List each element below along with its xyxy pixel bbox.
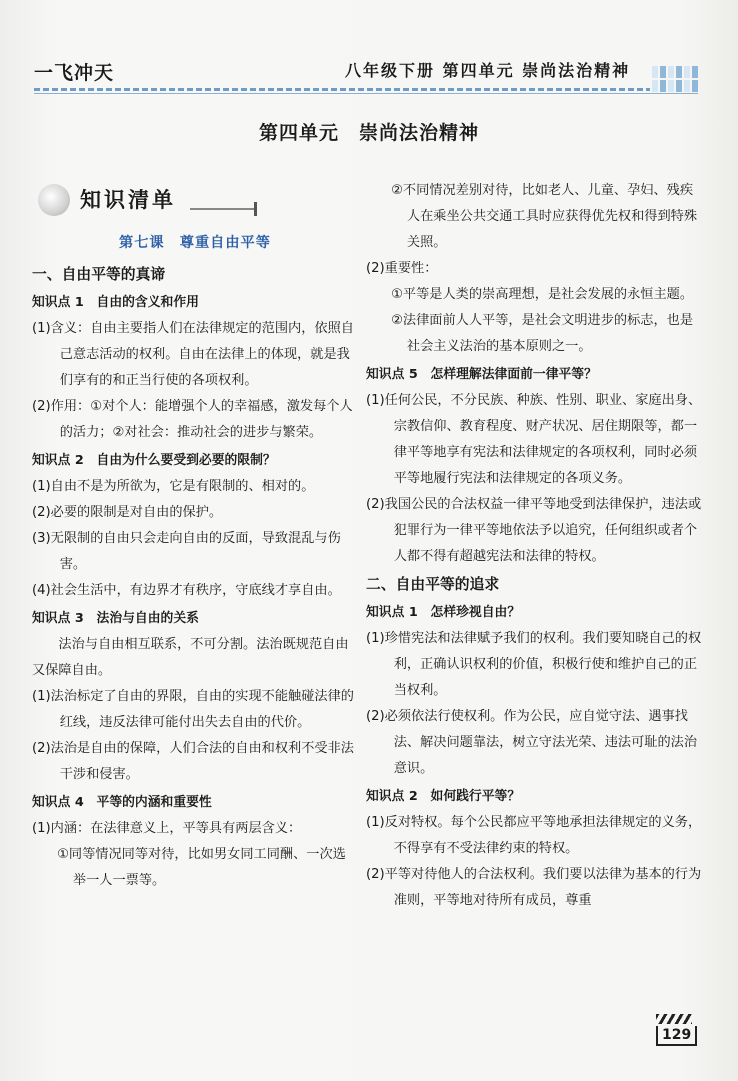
- list-item: (1)含义：自由主要指人们在法律规定的范围内，依照自己意志活动的权利。自由在法律上的体现，就是我们享有的和正当行使的各项权利。: [32, 321, 354, 388]
- list-item: (2)法治是自由的保障，人们合法的自由和权利不受非法干涉和侵害。: [32, 741, 354, 782]
- knowledge-point-heading: 知识点 4 平等的内涵和重要性: [32, 795, 212, 810]
- heading-underline: [190, 208, 254, 210]
- list-item: (4)社会生活中，有边界才有秩序，守底线才享自由。: [32, 583, 341, 598]
- list-item: (2)平等对待他人的合法权利。我们要以法律为基本的行为准则，平等地对待所有成员，尊重: [366, 867, 702, 908]
- sub-list-item: ①同等情况同等对待，比如男女同工同酬、一次选举一人一票等。: [57, 847, 346, 888]
- list-item: (2)必要的限制是对自由的保护。: [32, 505, 223, 520]
- badge-icon: [38, 184, 70, 216]
- knowledge-point-heading: 知识点 2 自由为什么要受到必要的限制？: [32, 453, 276, 468]
- list-item: (2)我国公民的合法权益一律平等地受到法律保护，违法或犯罪行为一律平等地依法予以追究，任何组织或者个人都不得有超越宪法和法律的特权。: [366, 497, 702, 564]
- list-item: (2)重要性：: [366, 261, 438, 276]
- knowledge-point-heading: 知识点 3 法治与自由的关系: [32, 611, 199, 626]
- list-item: (1)珍惜宪法和法律赋予我们的权利。我们要知晓自己的权利，正确认识权利的价值，积极行使和维护自己的正当权利。: [366, 631, 702, 698]
- list-item: (1)自由不是为所欲为，它是有限制的、相对的。: [32, 479, 315, 494]
- header-decoration-icon: [652, 66, 698, 92]
- section-heading: 一、自由平等的真谛: [32, 266, 166, 283]
- list-item: (3)无限制的自由只会走向自由的反面，导致混乱与伤害。: [32, 531, 341, 572]
- list-item: (1)反对特权。每个公民都应平等地承担法律规定的义务，不得享有不受法律约束的特权。: [366, 815, 702, 856]
- list-item: (1)任何公民，不分民族、种族、性别、职业、家庭出身、宗教信仰、教育程度、财产状况、居住期限等，都一律平等地享有宪法和法律规定的各项权利，同时必须平等地履行宪法和法律规定的各项义务。: [366, 393, 702, 486]
- left-column: [32, 226, 358, 894]
- knowledge-point-heading: 知识点 1 怎样珍视自由？: [366, 605, 521, 620]
- knowledge-list-heading: 知识清单: [80, 188, 176, 212]
- page-number: 129: [656, 1026, 697, 1046]
- knowledge-point-heading: 知识点 2 如何践行平等？: [366, 789, 521, 804]
- lesson-title: 第七课 尊重自由平等: [119, 235, 271, 251]
- list-item: (2)作用：①对个人：能增强个人的幸福感，激发每个人的活力；②对社会：推动社会的进步与繁荣。: [32, 399, 353, 440]
- heading-bar: [254, 202, 257, 216]
- unit-title: 第四单元 崇尚法治精神: [258, 122, 479, 144]
- knowledge-point-heading: 知识点 1 自由的含义和作用: [32, 295, 199, 310]
- list-item: (1)内涵：在法律意义上，平等具有两层含义：: [32, 821, 302, 836]
- header-title: 八年级下册 第四单元 崇尚法治精神: [345, 61, 631, 80]
- paragraph: 法治与自由相互联系，不可分割。法治既规范自由又保障自由。: [32, 637, 349, 678]
- list-item: (2)必须依法行使权利。作为公民，应自觉守法、遇事找法、解决问题靠法，树立守法光荣、违法可耻的法治意识。: [366, 709, 698, 776]
- sub-list-item: ①平等是人类的崇高理想，是社会发展的永恒主题。: [391, 287, 694, 302]
- header-divider: [34, 88, 650, 91]
- knowledge-point-heading: 知识点 5 怎样理解法律面前一律平等？: [366, 367, 597, 382]
- section-heading: 二、自由平等的追求: [366, 576, 500, 593]
- sub-list-item: ②法律面前人人平等，是社会文明进步的标志，也是社会主义法治的基本原则之一。: [391, 313, 694, 354]
- page-number-decoration-icon: [656, 1014, 692, 1024]
- sub-list-item: ②不同情况差别对待，比如老人、儿童、孕妇、残疾人在乘坐公共交通工具时应获得优先权和得到特殊关照。: [391, 183, 698, 250]
- right-column: [366, 178, 706, 914]
- list-item: (1)法治标定了自由的界限，自由的实现不能触碰法律的红线，违反法律可能付出失去自由的代价。: [32, 689, 354, 730]
- header-logo: 一飞冲天: [34, 62, 115, 84]
- header-divider-thin: [34, 93, 698, 94]
